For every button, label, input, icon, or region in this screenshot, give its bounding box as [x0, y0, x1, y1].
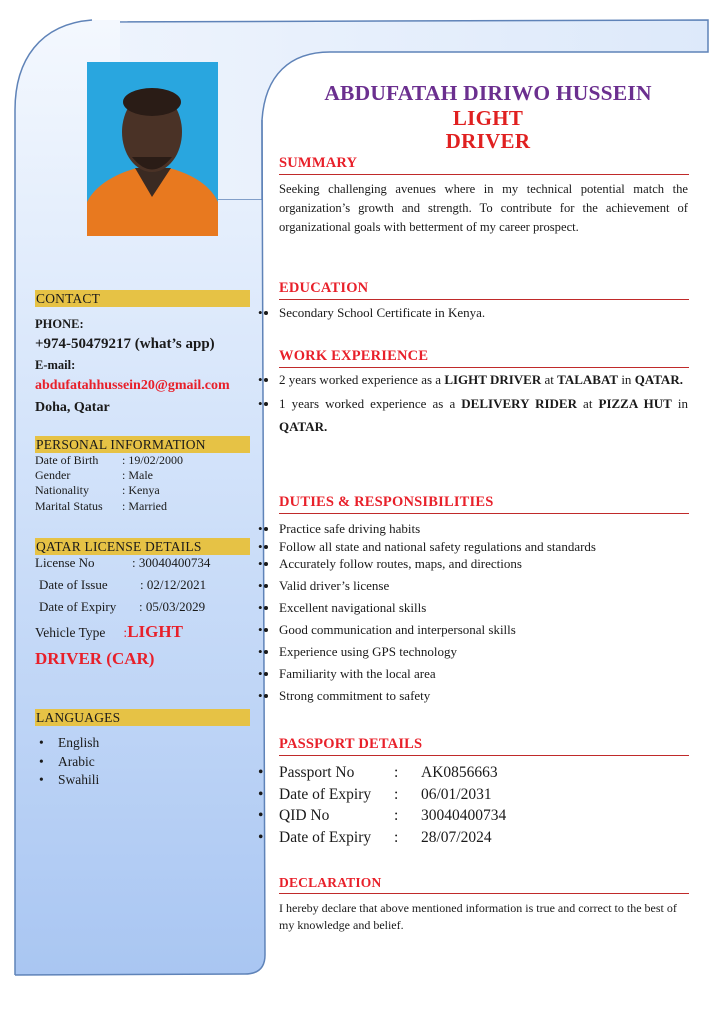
personal-info-value: : Married [122, 498, 167, 513]
passport-label: • Date of Expiry [279, 785, 372, 803]
duty-item: • • Follow all state and national safety regulations and standards [279, 538, 688, 556]
duties-list [279, 520, 688, 709]
passport-value: AK0856663 [421, 764, 498, 781]
issue-label: Date of Issue [39, 577, 108, 592]
vehicle-type-label: Vehicle Type [35, 625, 106, 640]
candidate-name: ABDUFATAH DIRIWO HUSSEIN [324, 81, 652, 105]
personal-info-value: : 19/02/2000 [122, 453, 184, 467]
personal-info-label: Nationality [35, 483, 89, 498]
passport-value: 30040400734 [421, 807, 507, 824]
passport-colon: : [394, 828, 399, 846]
personal-info-value: : Kenya [122, 483, 160, 498]
duty-item: • • Valid driver’s license [279, 577, 688, 599]
license-no-value: : 30040400734 [132, 555, 211, 570]
work-item-text: in [618, 372, 635, 387]
passport-label: • Passport No [279, 764, 355, 781]
contact-header: CONTACT [35, 290, 250, 307]
work-item-text: at [576, 395, 599, 411]
personal-info-label: Marital Status [35, 498, 103, 513]
vehicle-type-value-2: DRIVER (CAR) [35, 649, 155, 668]
education-list [279, 305, 688, 321]
work-item-country: QATAR. [634, 372, 683, 387]
personal-info-value: : Male [122, 468, 153, 483]
duty-item: • • Experience using GPS technology [279, 643, 688, 665]
work-item-role: LIGHT DRIVER [444, 372, 542, 387]
passport-row [279, 784, 688, 806]
name-header [282, 80, 694, 153]
work-experience-list [279, 368, 688, 439]
email-value[interactable]: abdufatahhussein20@gmail.com [35, 378, 230, 393]
summary-text: Seeking challenging avenues where in my technical potential match the organization’s growth and strength. To contribute for the achievement of organizational goals with betterment of my career prospect. [279, 182, 688, 235]
passport-list [279, 762, 688, 848]
passport-row [279, 805, 688, 827]
duty-item: • • Excellent navigational skills [279, 599, 688, 621]
passport-label: • Date of Expiry [279, 828, 372, 846]
license-no-label: License No [35, 555, 95, 570]
passport-value: 28/07/2024 [421, 828, 492, 846]
personal-info-label: Gender [35, 468, 71, 483]
duties-title: DUTIES & RESPONSIBILITIES [279, 494, 689, 514]
work-item-company: TALABAT [557, 372, 619, 387]
languages-list [35, 734, 255, 790]
declaration-text: I hereby declare that above mentioned information is true and correct to the best of my knowledge and belief. [279, 901, 677, 932]
personal-info-section [35, 436, 255, 514]
work-experience-title: WORK EXPERIENCE [279, 348, 689, 368]
work-item-company: PIZZA HUT [598, 395, 672, 411]
expiry-row [35, 599, 255, 615]
work-item-text: at [541, 372, 558, 387]
passport-row [279, 827, 688, 849]
email-label: E-mail: [35, 358, 76, 372]
phone-label: PHONE: [35, 317, 84, 331]
duty-item: • • Strong commitment to safety [279, 687, 688, 709]
languages-header: LANGUAGES [35, 709, 250, 726]
summary-title: SUMMARY [279, 155, 689, 175]
passport-label: • QID No [279, 807, 330, 824]
passport-title: PASSPORT DETAILS [279, 736, 689, 756]
work-item-text: 2 years worked experience as a [279, 372, 445, 387]
passport-value: 06/01/2031 [421, 785, 492, 803]
work-item-text: in [671, 395, 688, 411]
contact-section [35, 290, 255, 416]
profile-photo [87, 62, 218, 236]
expiry-value: : 05/03/2029 [139, 599, 206, 614]
duty-item: • • Familiarity with the local area [279, 665, 688, 687]
passport-colon: : [394, 764, 399, 781]
language-item: • English [58, 734, 255, 753]
role-line-1: LIGHT [452, 106, 524, 130]
education-item: • • Secondary School Certificate in Kenya. [279, 305, 688, 321]
vehicle-type-colon: : [123, 625, 128, 640]
duty-item: • • Practice safe driving habits [279, 520, 688, 538]
role-line-2: DRIVER [445, 129, 531, 153]
work-item [279, 392, 688, 439]
personal-info-header: PERSONAL INFORMATION [35, 436, 250, 453]
expiry-label: Date of Expiry [39, 599, 117, 614]
vehicle-type-row [35, 621, 255, 644]
license-header: QATAR LICENSE DETAILS [35, 538, 250, 555]
duty-item: • • Accurately follow routes, maps, and directions [279, 555, 688, 577]
education-title: EDUCATION [279, 280, 689, 300]
work-item-text: 1 years worked experience as a [279, 395, 462, 411]
personal-info-row [35, 499, 255, 514]
issue-row [35, 577, 255, 593]
languages-section [35, 709, 255, 790]
language-item: • Swahili [58, 771, 255, 790]
license-no-row [35, 555, 255, 571]
phone-value: +974-50479217 (what’s app) [35, 336, 215, 352]
personal-info-row [35, 453, 255, 468]
personal-info-row [35, 483, 255, 498]
vehicle-type-value: LIGHT [127, 622, 183, 641]
personal-info-row [35, 468, 255, 483]
work-item [279, 368, 688, 392]
license-section [35, 538, 255, 669]
issue-value: : 02/12/2021 [140, 577, 207, 592]
work-item-country: QATAR. [279, 419, 328, 434]
city-value: Doha, Qatar [35, 400, 110, 415]
duty-item: • • Good communication and interpersonal skills [279, 621, 688, 643]
personal-info-label: Date of Birth [35, 453, 99, 467]
passport-colon: : [394, 807, 399, 824]
passport-row [279, 762, 688, 784]
work-item-role: DELIVERY RIDER [461, 395, 577, 411]
language-item: • Arabic [58, 753, 255, 772]
passport-colon: : [394, 785, 399, 803]
declaration-title: DECLARATION [279, 875, 689, 894]
